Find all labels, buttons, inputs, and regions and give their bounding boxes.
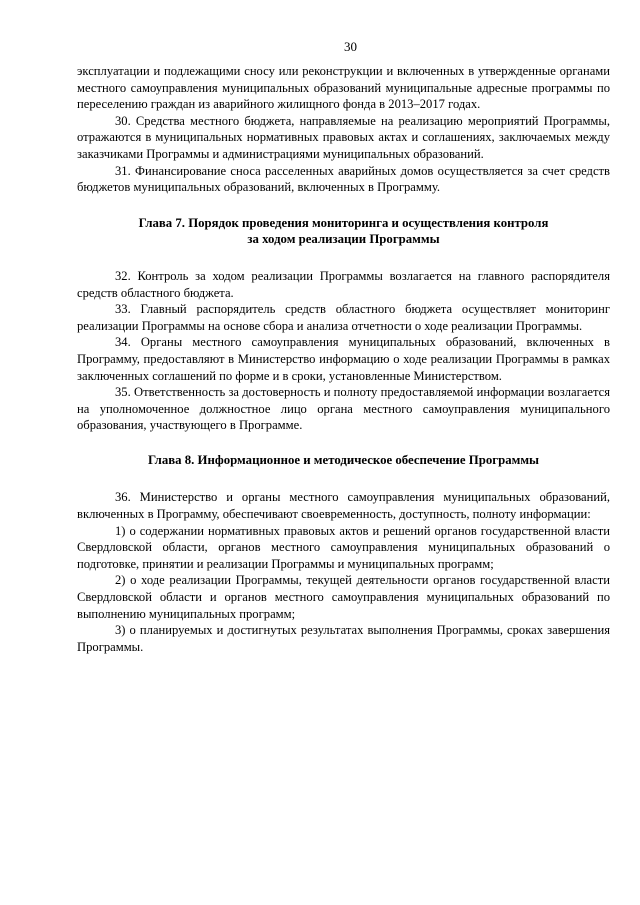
chapter-7-title-line-1: Глава 7. Порядок проведения мониторинга и осуществления контроля	[138, 215, 549, 230]
list-item-2: 2) о ходе реализации Программы, текущей деятельности органов государственной власти Свердловской области и органов местного самоуправления муниципальных образований по выполнению муниципальных программ;	[77, 573, 610, 621]
paragraph-32: 32. Контроль за ходом реализации Программы возлагается на главного распорядителя средств областного бюджета.	[77, 268, 610, 300]
chapter-8-heading: Глава 8. Информационное и методическое обеспечение Программы	[147, 452, 540, 467]
document-page	[77, 38, 610, 655]
paragraph-continuation: эксплуатации и подлежащими сносу или реконструкции и включенных в утвержденные органами местного самоуправления муниципальных образований муниципальные адресные программы по переселению граждан из аварийного жилищного фонда в 2013–2017 годах.	[77, 64, 610, 112]
paragraph-34: 34. Органы местного самоуправления муниципальных образований, включенных в Программу, предоставляют в Министерство информацию о ходе реализации Программы в рамках заключенных соглашений по форме и в сроки, установленные Министерством.	[77, 335, 610, 383]
paragraph-33: 33. Главный распорядитель средств областного бюджета осуществляет мониторинг реализации Программы на основе сбора и анализа отчетности о ходе реализации Программы.	[77, 302, 610, 333]
page-number: 30	[344, 39, 357, 54]
paragraph-36: 36. Министерство и органы местного самоуправления муниципальных образований, включенных в Программу, обеспечивают своевременность, доступность, полноту информации:	[77, 490, 610, 522]
list-item-3: 3) о планируемых и достигнутых результатах выполнения Программы, сроках завершения Программы.	[77, 623, 610, 654]
chapter-7-heading	[77, 215, 610, 248]
list-item-1: 1) о содержании нормативных правовых актов и решений органов государственной власти Свердловской области, органов местного самоуправления муниципальных образований о подготовке, принятии и реализации Программы и муниципальных программ;	[77, 523, 610, 571]
paragraph-31: 31. Финансирование сноса расселенных аварийных домов осуществляется за счет средств бюджетов муниципальных образований, включенных в Программу.	[77, 163, 610, 195]
paragraph-30: 30. Средства местного бюджета, направляемые на реализацию мероприятий Программы, отражаются в муниципальных нормативных правовых актах и соглашениях, заключаемых между заказчиками Программы и администрациями муниципальных образований.	[77, 113, 610, 161]
paragraph-35: 35. Ответственность за достоверность и полноту предоставляемой информации возлагается на уполномоченное должностное лицо органа местного самоуправления муниципального образования, участвующего в Программе.	[77, 385, 610, 433]
chapter-7-title-line-2: за ходом реализации Программы	[247, 232, 440, 247]
